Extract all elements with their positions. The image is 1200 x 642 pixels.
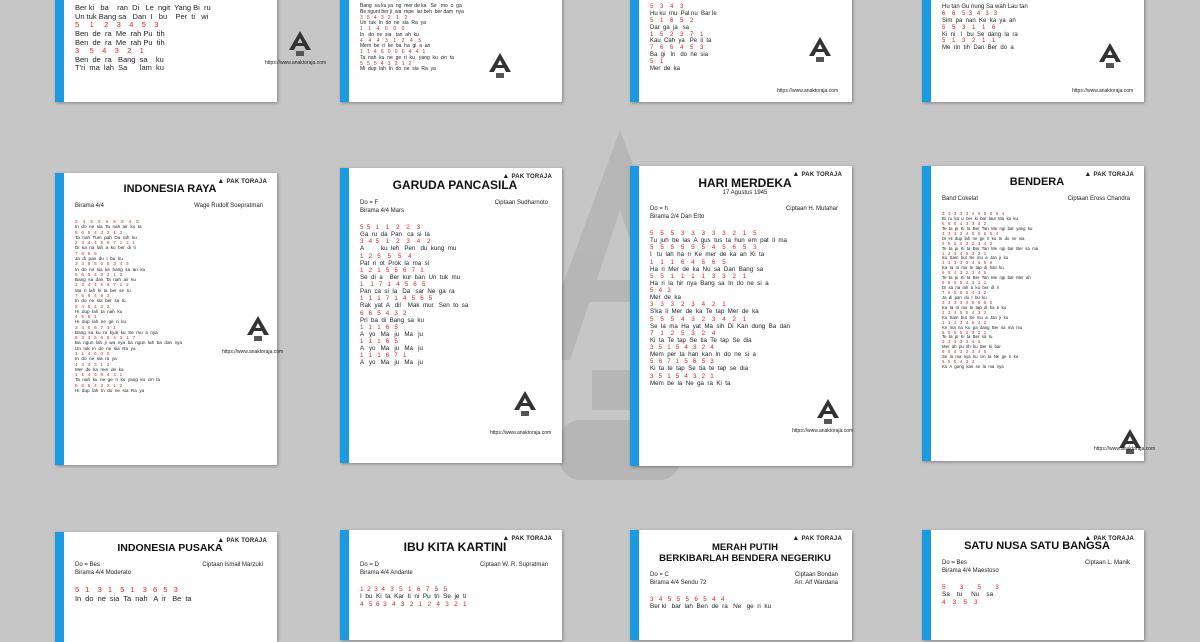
lyric-line: Se la ma nya ku cin ta Ne ge ri ku bbox=[942, 354, 1019, 360]
key-label: Band Cokelat bbox=[942, 196, 979, 202]
song-meta-2 bbox=[642, 214, 848, 222]
notation-line: 5 6 5 4 3 3 4 2 bbox=[942, 220, 987, 226]
toraja-logo-icon bbox=[1117, 428, 1143, 458]
notation-line: 2 3 4 5 5 4 3 2 bbox=[942, 309, 987, 315]
lyric-line: Dar ga ja sa bbox=[650, 24, 690, 31]
notation-line: 7 6 6 5 bbox=[75, 250, 97, 256]
song-title: INDONESIA RAYA bbox=[123, 183, 217, 195]
notation-line: 5 5 1 1 2 2 3 bbox=[360, 224, 421, 231]
notation-line: 3 5 1 5 4 3 2 4 bbox=[650, 344, 714, 351]
lyric-line: Hi dup lah In do ne sia Ra ya bbox=[75, 388, 145, 393]
song-title: INDONESIA PUSAKA bbox=[117, 542, 223, 554]
arranger-label: Arr. Alf Wardana bbox=[794, 580, 838, 586]
song-sheet-card[interactable] bbox=[922, 530, 1144, 640]
lyric-line: Ben de ra Bang sa ku bbox=[75, 54, 164, 64]
notation-line: 3 3 3 3 3 4 5 5 6 5 4 bbox=[942, 211, 1005, 216]
song-sheet-card[interactable] bbox=[55, 173, 284, 465]
lyric-line: Hu tan Gu nung Sa wah Lau tan bbox=[942, 4, 1028, 10]
lyric-line: Ba ngun lah ji wa nya ba ngun lah ba dan nya bbox=[75, 340, 183, 346]
lyric-line: Mer de ka mer de ka bbox=[75, 366, 124, 372]
lyric-line: Ben de ra Me rah Pu tih bbox=[75, 37, 165, 47]
toraja-logo-icon bbox=[245, 315, 271, 345]
brand-label: ▲ PAK TORAJA bbox=[502, 173, 552, 180]
lyric-line: Ga ru da Pan ca si la bbox=[360, 231, 430, 239]
notation-line: 6 5 4 3 2 3 4 5 bbox=[942, 270, 987, 276]
song-meta-2 bbox=[352, 570, 558, 578]
key-label: Do = D bbox=[360, 562, 379, 568]
notation-block bbox=[934, 212, 1140, 370]
card-accent-bar bbox=[55, 0, 64, 102]
card-accent-bar bbox=[922, 166, 931, 461]
notation-line: 5 1 2 3 4 5 3 bbox=[75, 20, 159, 30]
song-title: IBU KITA KARTINI bbox=[403, 540, 507, 554]
lyric-line: Ku Sam but Se mu a Jan ji ku bbox=[942, 314, 1009, 320]
notation-block bbox=[352, 586, 558, 608]
composer-label: Ciptaan W. R. Supratman bbox=[479, 562, 548, 568]
song-meta bbox=[642, 206, 848, 214]
notation-line: 1 2 1 5 5 6 7 1 bbox=[360, 266, 424, 274]
song-sheet-card[interactable] bbox=[340, 530, 562, 640]
tempo-label: Birama 4/4 Moderato bbox=[75, 570, 132, 576]
lyric-line: Se di a Ber kur ban Un tuk mu bbox=[360, 273, 461, 281]
song-title: MERAH PUTIH bbox=[712, 542, 778, 553]
lyric-line: Ta nah Tum pah Da rah ku bbox=[75, 234, 137, 240]
card-accent-bar bbox=[630, 0, 639, 102]
lyric-line: Pri ba di Bang sa ku bbox=[360, 316, 424, 324]
lyric-line: In do ne sia tan ah ku bbox=[360, 31, 419, 38]
key-label: Do = h bbox=[650, 206, 668, 212]
card-accent-bar bbox=[922, 0, 931, 102]
song-meta bbox=[67, 203, 273, 211]
lyric-line: Be rigunt ber ji wa mpe lar beh ber dam nya bbox=[360, 8, 464, 15]
card-accent-bar bbox=[340, 0, 349, 102]
brand-text: PAK TORAJA bbox=[511, 536, 552, 542]
notation-line: 1 1 2 3 4 5 4 3 bbox=[942, 319, 987, 325]
lyric-line: Ta nah ku ne ge ri ku yang ku cin ta bbox=[360, 54, 454, 61]
key-label: Do = C bbox=[650, 572, 669, 578]
lyric-line: Ma ri lah ki ta ber se ru bbox=[75, 287, 131, 293]
composer-label: Ciptaan Sudharnoto bbox=[494, 200, 548, 206]
lyric-line: In do ne sia ra ya bbox=[75, 356, 117, 362]
toraja-logo-icon bbox=[807, 36, 833, 66]
website-url[interactable]: https://www.anaktoraja.com bbox=[1072, 88, 1134, 94]
lyric-line: In do ne sia Ta nah A ir Be ta bbox=[75, 593, 192, 603]
notation-line: 5 3 4 5 6 5 4 3 1 7 bbox=[75, 335, 136, 341]
lyric-line: Un tuk In do ne sia Ra ya bbox=[75, 345, 136, 351]
notation-line: 5 5 5 5 4 3 2 1 bbox=[942, 329, 987, 335]
lyric-line: Ki ta Te tap Se tia Te tap Se dia bbox=[650, 336, 752, 344]
brand-label: ▲ PAK TORAJA bbox=[217, 178, 267, 185]
notation-line: 5 5 5 4 3 2 bbox=[942, 359, 975, 365]
lyric-line: I bu Ki ta Kar ti ni Pu tri Se je ti bbox=[360, 593, 467, 601]
lyric-line: Te ta pi Ki ta Ber Tan Me ngi bar Mer ah bbox=[942, 275, 1031, 281]
notation-block bbox=[352, 224, 558, 367]
notation-line: 1 1 1 6 4 5 6 5 bbox=[650, 258, 726, 266]
notation-line: 1 1 4 6 0 0 bbox=[360, 26, 405, 32]
notation-line: 5 1 bbox=[650, 59, 664, 66]
lyric-line: Se la ma Ha yat Ma sih Di Kan dung Ba dan bbox=[650, 322, 790, 330]
song-sheet-card[interactable] bbox=[340, 168, 562, 463]
notation-line: 5 6 5 4 3 2 1 2 bbox=[75, 229, 123, 235]
notation-line: 1 1 1 6 7 1 bbox=[360, 352, 407, 360]
notation-line: 3 5 4 3 2 1 bbox=[75, 46, 144, 56]
lyric-line: Ka ta ni mu te tap di ha ti ku bbox=[942, 304, 1007, 310]
website-url[interactable]: https://www.anaktoraja.com bbox=[265, 60, 327, 66]
lyric-line: Sa tu Nu sa bbox=[942, 591, 994, 599]
song-sheet-card[interactable] bbox=[55, 0, 327, 102]
tempo-label: Birama 2/4 Dan Erto bbox=[650, 214, 705, 220]
brand-label: ▲ PAK TORAJA bbox=[792, 171, 842, 178]
song-meta-2 bbox=[67, 570, 273, 578]
tempo-label: Birama 4/4 Sendu 72 bbox=[650, 580, 707, 586]
notation-line: 7 6 6 4 5 3 bbox=[75, 292, 110, 298]
brand-text: PAK TORAJA bbox=[1093, 536, 1134, 542]
lyric-line: Me rin tih Dan Ber do a bbox=[942, 45, 1014, 52]
lyric-line: Te ta pi Ki ta Ber sa tu bbox=[942, 334, 993, 340]
lyric-line: Te ta pi Ki ta Ber Tan Me ngi bar Ber sa ma bbox=[942, 245, 1039, 251]
notation-line: 6 5 4 3 2 3 4 5 bbox=[942, 349, 987, 355]
song-meta-2 bbox=[642, 580, 848, 588]
song-sheet-card[interactable] bbox=[630, 0, 852, 102]
notation-line: 5 1 6 5 2 bbox=[650, 17, 694, 24]
tempo-label: Birama 4/4 Maestoso bbox=[942, 568, 999, 574]
notation-line: 3 3 3 3 3 4 5 5 6 bbox=[942, 260, 993, 266]
website-url[interactable]: https://www.anaktoraja.com bbox=[490, 430, 552, 436]
composer-label: Ciptaan L. Manik bbox=[1084, 560, 1130, 566]
song-title: GARUDA PANCASILA bbox=[392, 178, 518, 192]
song-meta-2 bbox=[352, 208, 558, 216]
notation-line: 5 5 5 3 3 3 3 3 2 1 5 bbox=[650, 230, 757, 237]
brand-text: PAK TORAJA bbox=[226, 538, 267, 544]
notation-line: 1 1 7 1 4 5 6 5 bbox=[360, 281, 426, 288]
lyric-line: Hu ku mu Pal nu Bar le bbox=[650, 10, 717, 17]
lyric-line: Bang sa dan Ta nah air ku bbox=[75, 277, 136, 283]
notation-block bbox=[352, 4, 558, 73]
card-accent-bar bbox=[922, 530, 931, 640]
lyric-line: A ku leh Pen du kung mu bbox=[360, 245, 457, 253]
notation-line: 5 6 5 4 3 2 1 2 bbox=[75, 271, 123, 277]
brand-label: ▲ PAK TORAJA bbox=[217, 537, 267, 544]
notation-line: 7 6 6 4 5 3 bbox=[650, 45, 704, 52]
lyric-line: Rak yat A dil Mak mur Sen to sa bbox=[360, 302, 469, 310]
card-accent-bar bbox=[340, 168, 349, 463]
lyric-line: Ha ri Mer de ka Nu sa Dan Bang sa bbox=[650, 265, 764, 273]
lyric-line: Pan ca si la Da sar Ne ga ra bbox=[360, 288, 455, 296]
composer-label: Ciptaan Bondan bbox=[794, 572, 838, 578]
lyric-line: Di Hi dup lah ne ge ri ku In do ne sia bbox=[942, 235, 1025, 241]
toraja-logo-icon bbox=[815, 398, 841, 428]
song-sheet-card[interactable] bbox=[922, 0, 1144, 102]
key-label: Do = Bes bbox=[75, 562, 100, 568]
lyric-line: Mer de ka bbox=[650, 294, 681, 302]
composer-label: Ciptaan Eross Chandra bbox=[1067, 196, 1130, 202]
lyric-line: Bi ru ka u ber ki bar laut Ma ka ku bbox=[942, 215, 1018, 221]
lyric-line: Ku Sam but Se mu a Jan ji ku bbox=[942, 255, 1009, 261]
lyric-line: Mem be ri ke ba ha gi a an bbox=[360, 43, 431, 50]
lyric-line: I tu lah ha ri Ke mer de ka an Ki ta bbox=[650, 251, 765, 259]
song-sheet-card[interactable] bbox=[55, 532, 277, 642]
website-url[interactable]: https://www.anaktoraja.com bbox=[792, 428, 854, 434]
notation-line: 3 4 5 1 2 3 4 2 bbox=[360, 238, 431, 246]
notation-line: 5 5 5 4 3 2 3 4 2 bbox=[942, 240, 993, 246]
lyric-line: In do ne sia ber sa tu bbox=[75, 298, 126, 304]
notation-line: 5 5 5 5 4 3 2 1 bbox=[942, 280, 987, 286]
lyric-line: A yo Ma ju Ma ju bbox=[360, 330, 423, 338]
notation-line: 1 1 4 6 0 0 6 4 4 1 bbox=[360, 49, 426, 55]
notation-line: 3 3 3 3 4 5 5 6 5 bbox=[942, 299, 993, 305]
brand-text: PAK TORAJA bbox=[1093, 172, 1134, 178]
song-sheet-card[interactable] bbox=[630, 166, 852, 466]
notation-line: 6 6 5 3 4 3 3 bbox=[942, 10, 998, 17]
lyric-line: In do ne sia ke bang sa an ku bbox=[75, 266, 146, 272]
lyric-line: A yo Ma ju Ma ju bbox=[360, 345, 423, 353]
notation-line: 3 4 5 5 6 5 3 4 5 bbox=[75, 261, 129, 267]
notation-block bbox=[934, 584, 1140, 606]
song-meta bbox=[934, 560, 1140, 568]
composer-label: Wage Rudolf Soepratman bbox=[194, 203, 263, 209]
tempo-label: Birama 4/4 Andante bbox=[360, 570, 413, 576]
notation-line: 3 5 4 3 2 1 2 bbox=[360, 14, 408, 21]
song-meta-2 bbox=[934, 568, 1140, 576]
lyric-line: Ja di pan du I bu ku bbox=[942, 294, 987, 300]
notation-line: 5 5 5 4 3 2 3 4 2 1 bbox=[650, 315, 747, 323]
song-meta bbox=[67, 562, 273, 570]
song-title: SATU NUSA SATU BANGSA bbox=[964, 540, 1110, 552]
notation-line: 1 1 4 6 5 4 4 1 bbox=[75, 372, 123, 378]
brand-label: ▲ PAK TORAJA bbox=[1084, 535, 1134, 542]
card-accent-bar bbox=[55, 532, 64, 642]
card-accent-bar bbox=[630, 166, 639, 466]
song-title: HARI MERDEKA bbox=[698, 176, 792, 190]
notation-line: 5 4 3 bbox=[650, 287, 671, 294]
notation-line: 5 5 3 1 1 6 bbox=[942, 24, 996, 31]
song-meta bbox=[352, 200, 558, 208]
brand-label: ▲ PAK TORAJA bbox=[1084, 171, 1134, 178]
lyric-line: Ber ki ba ran Di Le ngit Yang Bi ru bbox=[75, 3, 211, 12]
notation-line: 5 4 5 4 3 2 bbox=[75, 303, 110, 309]
notation-line: 2 3 4 4 5 6 7 1 2 bbox=[75, 282, 129, 288]
lyric-line: Ber ki bar lah Ben de ra Ne ge ri ku bbox=[650, 603, 772, 611]
notation-line: 5 3 4 3 bbox=[650, 4, 684, 10]
tempo-label: Birama 4/4 Mars bbox=[360, 208, 405, 214]
lyric-line: Un tuk Bang sa Dan I bu Per ti wi bbox=[75, 11, 209, 21]
lyric-line: Hi dup lah ta nah ku bbox=[75, 308, 123, 314]
lyric-line: Un tuk In do ne sia Ra ya bbox=[360, 20, 426, 27]
brand-text: PAK TORAJA bbox=[801, 536, 842, 542]
song-sheet-card[interactable] bbox=[340, 0, 562, 102]
toraja-logo-icon bbox=[287, 30, 313, 60]
lyric-line: In do ne sia Ta nah air ku ta bbox=[75, 224, 142, 230]
notation-line: 6 6 5 4 3 2 bbox=[360, 309, 407, 317]
notation-line: 5 6 7 1 5 6 5 3 bbox=[650, 358, 714, 366]
lyric-line: Ha ri la hir nya Bang sa In do ne si a bbox=[650, 279, 769, 287]
lyric-line: Sim pa nan Ke ka ya an bbox=[942, 17, 1016, 24]
lyric-line: Hi dup lah ne ge ri ku bbox=[75, 319, 127, 325]
card-accent-bar bbox=[630, 530, 639, 640]
notation-block bbox=[67, 586, 273, 603]
key-label: Do = Bes bbox=[942, 560, 967, 566]
notation-line: 1 2 3 4 3 5 1 6 7 5 5 bbox=[360, 586, 448, 593]
song-date: 17 Agustus 1945 bbox=[722, 190, 768, 196]
song-subtitle: BERKIBARLAH BENDERA NEGERIKU bbox=[659, 553, 831, 564]
toraja-logo-icon bbox=[512, 390, 538, 420]
notation-line: 5 5 5 4 3 2 1 2 bbox=[360, 60, 412, 67]
notation-line: 4 5 6 1 bbox=[75, 314, 97, 320]
lyric-line: Mer de ka bbox=[650, 66, 681, 73]
notation-line: 4 4 4 3 1 2 bbox=[75, 361, 110, 367]
notation-line: 3 3 3 3 3 4 5 bbox=[942, 339, 981, 345]
notation-line: 1 2 5 5 5 4 bbox=[360, 252, 412, 260]
brand-text: PAK TORAJA bbox=[511, 174, 552, 180]
lyric-line: Te ta pi Ki ta Ber Tan Me ngi bar yang ku bbox=[942, 225, 1033, 231]
song-sheet-card[interactable] bbox=[630, 530, 852, 640]
lyric-line: Ki ni I bu Se dang la ra bbox=[942, 31, 1018, 38]
song-meta bbox=[642, 572, 848, 580]
notation-line: 3 4 5 5 5 6 5 4 4 bbox=[650, 596, 725, 603]
lyric-line: Ja di pan du I bu ku bbox=[75, 255, 123, 261]
lyric-line: Ka ta ni mu te tap di hati ku bbox=[942, 265, 1004, 271]
notation-block bbox=[642, 230, 848, 387]
lyric-line: Ku A gung kan se la ma nya bbox=[942, 364, 1004, 370]
card-accent-bar bbox=[55, 173, 64, 465]
notation-line: 3 4 5 6 7 1 1 bbox=[75, 324, 116, 330]
song-meta bbox=[934, 196, 1140, 204]
song-title: BENDERA bbox=[1009, 176, 1065, 188]
notation-line: 5 3 5 3 bbox=[942, 584, 999, 591]
lyric-line: Mi dup lah In do ne sia Ra ya bbox=[360, 66, 436, 73]
notation-line: 4 5 6 3 4 3 2 1 2 4 3 2 1 bbox=[360, 600, 467, 608]
notation-line: 1 1 1 6 5 bbox=[360, 323, 398, 331]
song-meta bbox=[352, 562, 558, 570]
lyric-line: Di sa na lah a ku ber di ri bbox=[75, 245, 137, 251]
brand-label: ▲ PAK TORAJA bbox=[792, 535, 842, 542]
lyric-line: Bang sa ku ya ng mer de ka Se mo o ga bbox=[360, 3, 462, 9]
lyric-line: S'ka li Mer de ka Te tap Mer de ka bbox=[650, 308, 759, 316]
notation-line: 4 4 4 3 1 2 4 5 bbox=[360, 37, 422, 44]
lyric-line: Kau Cah ya Pe li ta bbox=[650, 38, 712, 45]
toraja-logo-icon bbox=[1097, 42, 1123, 72]
composer-label: Ciptaan H. Mutahar bbox=[785, 206, 838, 212]
notation-block bbox=[67, 4, 273, 73]
notation-line: 1 2 3 4 5 3 2 1 bbox=[942, 250, 987, 256]
notation-line: 4 3 5 3 bbox=[942, 598, 978, 606]
notation-line: 7 6 5 6 5 4 3 2 bbox=[942, 290, 987, 295]
notation-block bbox=[67, 219, 273, 393]
lyric-line: Ta nah ku ne ge ri ku yang ku cin ta bbox=[75, 377, 161, 383]
notation-line: 1 1 1 7 1 4 5 6 5 bbox=[360, 295, 433, 303]
lyric-line: Pat ri ot Prok la ma si bbox=[360, 259, 430, 267]
notation-line: 5 5 1 1 1 1 3 3 2 1 bbox=[650, 272, 747, 280]
lyric-line: Di sa na lah a ku ber di ri bbox=[942, 285, 1000, 291]
website-url[interactable]: https://www.anaktoraja.com bbox=[777, 88, 839, 94]
notation-line: 5 1 3 2 1 1 bbox=[942, 38, 996, 45]
lyric-line: Ki ta te tap Se tia te tap se dia bbox=[650, 365, 749, 373]
notation-line: 1 1 1 6 5 bbox=[360, 338, 398, 345]
composer-label: Ciptaan Ismail Marzuki bbox=[202, 562, 263, 568]
lyric-line: Ben de ra Me rah Pu tih bbox=[75, 28, 165, 38]
notation-block bbox=[642, 596, 848, 611]
toraja-logo-icon bbox=[487, 52, 513, 82]
key-label: Birama 4/4 bbox=[75, 203, 105, 209]
lyric-line: Bang sa ku ra kyat ku Se mu a nya bbox=[75, 329, 158, 335]
notation-line: 1 1 4 6 0 0 bbox=[75, 351, 110, 357]
card-accent-bar bbox=[340, 530, 349, 640]
notation-line: 5 5 5 5 5 5 4 5 6 5 3 bbox=[650, 244, 757, 252]
notation-line: 3 5 1 5 4 3 2 1 bbox=[650, 372, 714, 380]
website-url[interactable]: https://www.anaktoraja.com bbox=[1094, 446, 1156, 452]
key-label: Do = F bbox=[360, 200, 379, 206]
brand-text: PAK TORAJA bbox=[801, 172, 842, 178]
lyric-line: A yo Ma ju Ma ju bbox=[360, 359, 423, 367]
notation-line: 3 3 3 3 4 5 5 6 5 4 bbox=[942, 230, 999, 236]
notation-line: 3 4 5 5 6 5 3 4 5 bbox=[75, 219, 139, 224]
lyric-line: Tu juh be las A gus tus ta hun em pat li ma bbox=[650, 237, 787, 245]
lyric-line: Mem be la Ne ga ra Ki ta bbox=[650, 379, 731, 387]
notation-line: 5 1 3 1 5 1 3 6 5 3 bbox=[75, 585, 178, 594]
website-url[interactable]: https://www.anaktoraja.com bbox=[222, 349, 284, 355]
lyric-line: Mem per ta han kan In do ne si a bbox=[650, 351, 756, 359]
lyric-line: Ke ma na Ku pa dang Ber sa ma mu bbox=[942, 324, 1023, 330]
brand-label: ▲ PAK TORAJA bbox=[502, 535, 552, 542]
notation-line: 5 5 5 4 3 2 1 2 bbox=[75, 382, 123, 388]
notation-line: 2 3 4 4 5 6 7 1 2 1 bbox=[75, 240, 136, 246]
notation-line: 1 5 2 3 7 1 bbox=[650, 31, 704, 38]
notation-line: 3 3 3 2 3 4 2 1 bbox=[650, 301, 726, 309]
notation-line: 7 1 2 5 3 2 4 bbox=[650, 329, 716, 337]
lyric-line: T'ri ma lah Sa lam ku bbox=[75, 63, 164, 73]
brand-text: PAK TORAJA bbox=[226, 179, 267, 185]
song-sheet-card[interactable] bbox=[922, 166, 1156, 461]
lyric-line: Ba gi In do ne sia bbox=[650, 52, 709, 59]
lyric-line: Mer ah pu tih ku Ber ki bar bbox=[942, 344, 1001, 350]
